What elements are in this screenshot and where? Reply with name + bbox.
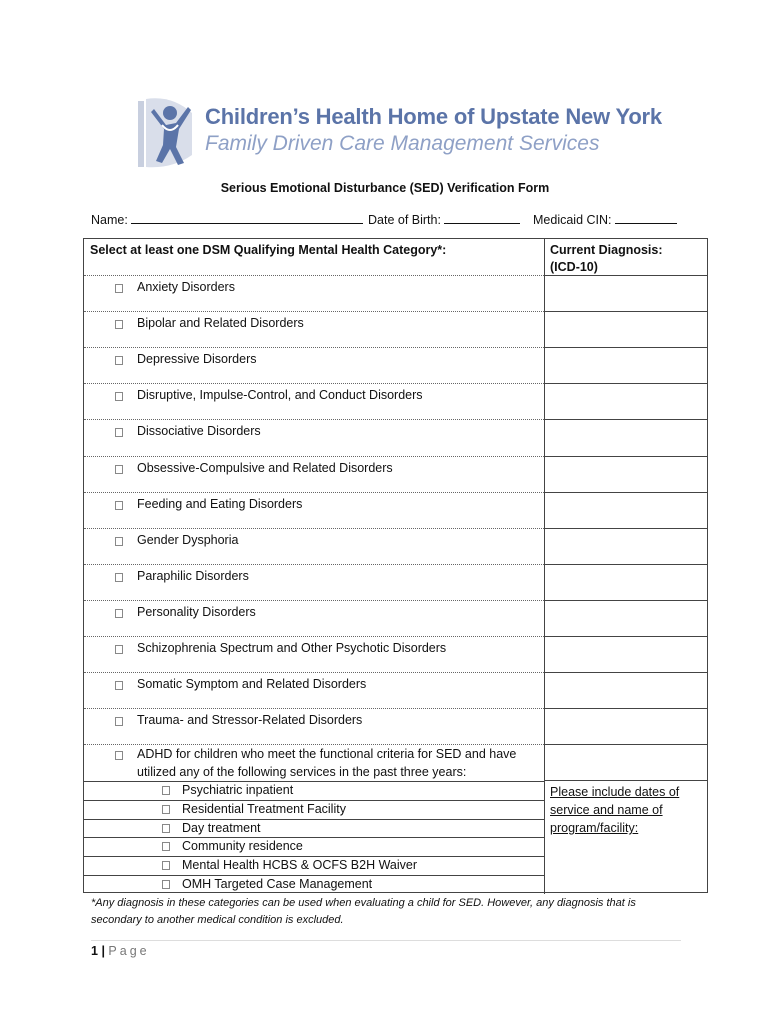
category-checkbox[interactable] [115, 428, 123, 437]
category-label: Anxiety Disorders [137, 280, 235, 294]
diagnosis-input-cell[interactable] [545, 565, 707, 599]
category-label: Schizophrenia Spectrum and Other Psychotic Disorders [137, 641, 447, 655]
service-checkbox[interactable] [162, 824, 170, 833]
service-label: Psychiatric inpatient [182, 783, 294, 797]
category-checkbox[interactable] [115, 320, 123, 329]
diagnosis-input-cell[interactable] [545, 384, 707, 418]
service-label: Residential Treatment Facility [182, 801, 346, 816]
services-note-line3: program/facility: [550, 821, 639, 835]
service-row-divider [84, 819, 544, 820]
diagnosis-table [83, 238, 708, 893]
diagnosis-input-cell[interactable] [545, 709, 707, 743]
diagnosis-input-cell[interactable] [545, 673, 707, 707]
medicaid-cin-label: Medicaid CIN: [533, 213, 612, 227]
row-divider [84, 456, 544, 457]
category-label: Personality Disorders [137, 604, 256, 619]
page-footer: 1 | Page [91, 944, 150, 958]
service-row-divider [84, 837, 544, 838]
category-label: Disruptive, Impulse-Control, and Conduct Disorders [137, 388, 423, 403]
adhd-label-line1: ADHD for children who meet the functional criteria for SED and have [137, 747, 517, 761]
services-note-border [544, 780, 708, 781]
category-label: Somatic Symptom and Related Disorders [137, 677, 367, 692]
category-label: Trauma- and Stressor-Related Disorders [137, 713, 363, 728]
diagnosis-column-header-line1: Current Diagnosis: [550, 243, 663, 257]
row-divider [84, 708, 544, 709]
service-label: Mental Health HCBS & OCFS B2H Waiver [182, 858, 418, 873]
category-checkbox[interactable] [115, 356, 123, 365]
diagnosis-input-cell[interactable] [545, 493, 707, 527]
diagnosis-input-cell[interactable] [545, 312, 707, 346]
service-row-divider [84, 800, 544, 801]
category-checkbox[interactable] [115, 609, 123, 618]
service-label: Community residence [182, 839, 303, 854]
footnote: *Any diagnosis in these categories can be used when evaluating a child for SED. However, any diagnosis that is secondary to another medical condition is excluded. [91, 897, 636, 926]
diagnosis-input-cell[interactable] [545, 348, 707, 382]
dob-input-line[interactable] [444, 212, 520, 224]
service-checkbox[interactable] [162, 786, 170, 795]
diagnosis-row-divider [544, 744, 708, 745]
category-checkbox[interactable] [115, 501, 123, 510]
row-divider [84, 528, 544, 529]
service-label: OMH Targeted Case Management [182, 877, 373, 891]
row-divider [84, 636, 544, 637]
row-divider [84, 275, 544, 276]
services-note-line2: service and name of [550, 803, 663, 817]
organization-logo-icon [132, 95, 198, 169]
service-checkbox[interactable] [162, 861, 170, 870]
service-checkbox[interactable] [162, 805, 170, 814]
category-checkbox[interactable] [115, 284, 123, 293]
services-note-line1: Please include dates of [550, 785, 680, 799]
row-divider [84, 419, 544, 420]
adhd-label-line2: utilized any of the following services in the past three years: [137, 765, 467, 779]
name-label: Name: [91, 213, 128, 227]
dob-field[interactable] [368, 212, 520, 227]
page-number: 1 [91, 944, 98, 958]
category-label: Paraphilic Disorders [137, 568, 249, 583]
diagnosis-input-cell[interactable] [545, 601, 707, 635]
row-divider [84, 383, 544, 384]
medicaid-cin-input-line[interactable] [615, 212, 677, 224]
category-label: Gender Dysphoria [137, 532, 239, 547]
service-label: Day treatment [182, 820, 261, 835]
name-field[interactable] [91, 212, 363, 227]
diagnosis-column-header-line2: (ICD-10) [550, 260, 598, 274]
form-title: Serious Emotional Disturbance (SED) Verification Form [220, 181, 550, 195]
service-checkbox[interactable] [162, 842, 170, 851]
row-divider [84, 347, 544, 348]
category-label: Bipolar and Related Disorders [137, 316, 304, 331]
organization-name: Children’s Health Home of Upstate New York [205, 104, 662, 129]
diagnosis-input-cell[interactable] [545, 637, 707, 671]
category-checkbox[interactable] [115, 573, 123, 582]
medicaid-cin-field[interactable] [533, 212, 677, 227]
category-label: Dissociative Disorders [137, 424, 261, 439]
category-checkbox[interactable] [115, 465, 123, 474]
diagnosis-input-cell[interactable] [545, 276, 707, 310]
services-note [550, 783, 700, 837]
service-row-divider [84, 875, 544, 876]
dob-label: Date of Birth: [368, 213, 441, 227]
page-word: Page [108, 944, 150, 958]
name-input-line[interactable] [131, 212, 363, 224]
row-divider [84, 600, 544, 601]
footer-divider [91, 940, 681, 941]
diagnosis-input-cell[interactable] [545, 457, 707, 491]
diagnosis-input-cell[interactable] [545, 420, 707, 454]
row-divider [84, 492, 544, 493]
category-label: Depressive Disorders [137, 352, 257, 367]
category-checkbox[interactable] [115, 645, 123, 654]
service-row-divider [84, 856, 544, 857]
diagnosis-input-cell[interactable] [545, 529, 707, 563]
category-column-header: Select at least one DSM Qualifying Mental Health Category*: [90, 243, 447, 257]
row-divider [84, 311, 544, 312]
service-checkbox[interactable] [162, 880, 170, 889]
category-label: Feeding and Eating Disorders [137, 496, 303, 511]
category-label: Obsessive-Compulsive and Related Disorders [137, 460, 393, 475]
row-divider [84, 564, 544, 565]
category-checkbox[interactable] [115, 537, 123, 546]
adhd-checkbox[interactable] [115, 751, 123, 760]
organization-subtitle: Family Driven Care Management Services [205, 132, 600, 155]
category-checkbox[interactable] [115, 392, 123, 401]
category-checkbox[interactable] [115, 717, 123, 726]
category-checkbox[interactable] [115, 681, 123, 690]
service-row-divider [84, 781, 544, 782]
row-divider [84, 672, 544, 673]
